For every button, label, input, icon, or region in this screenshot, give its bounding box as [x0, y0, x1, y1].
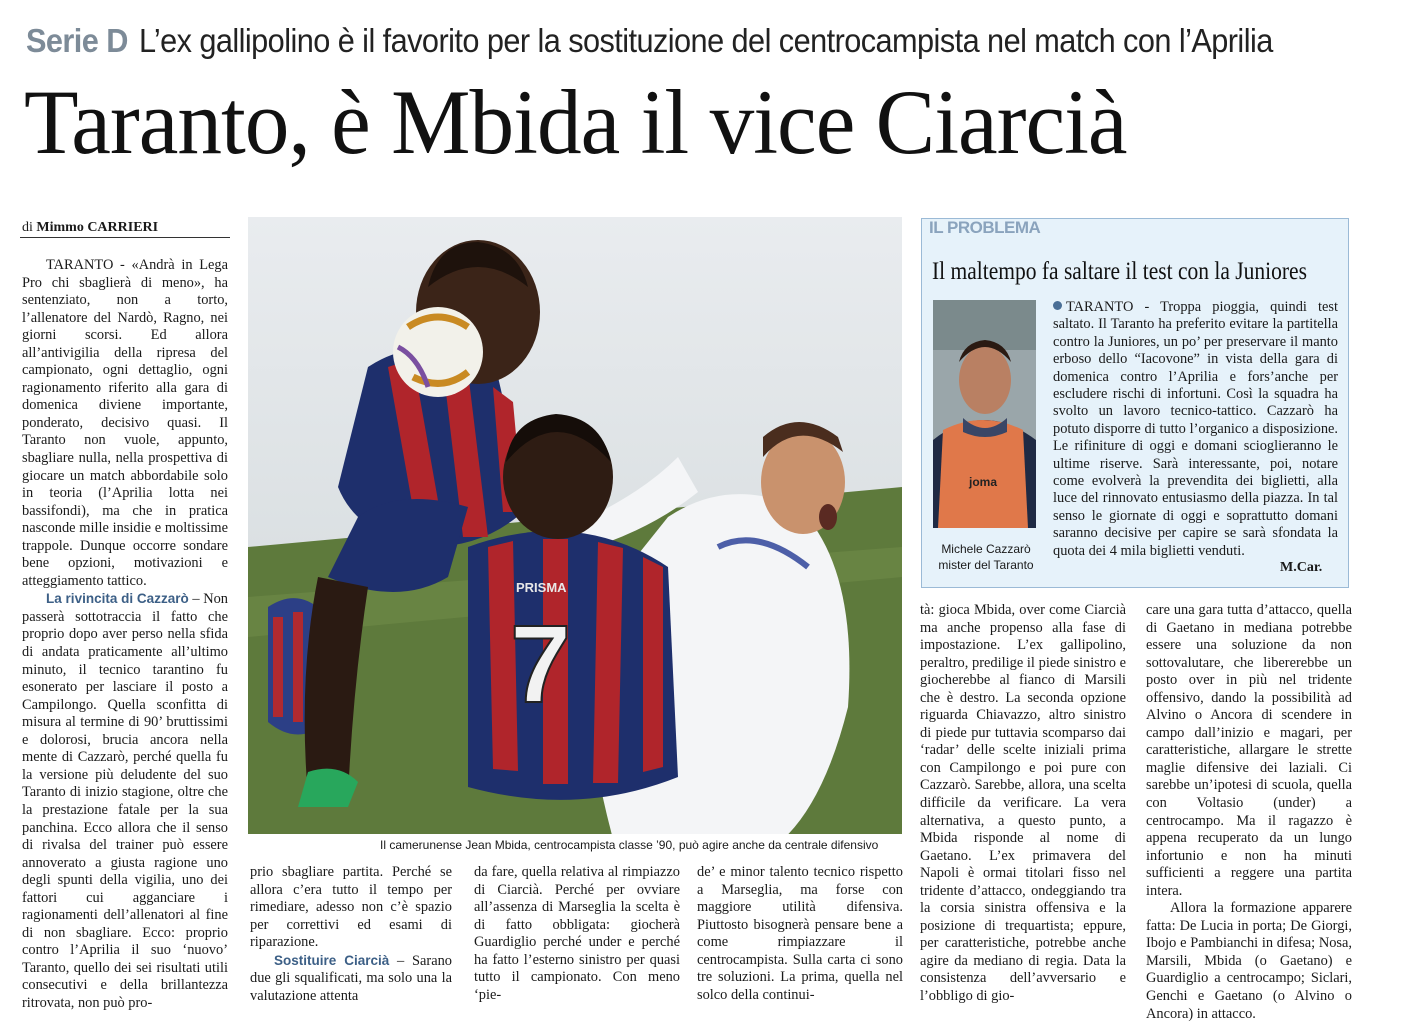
coach-photo-image: [933, 300, 1036, 528]
coach-photo: [933, 300, 1036, 528]
byline-author: Mimmo CARRIERI: [36, 220, 159, 235]
kicker: [26, 22, 1273, 60]
sidebar-text: [1053, 299, 1338, 560]
match-photo-image: [248, 217, 902, 834]
bullet-icon: [1053, 301, 1062, 310]
subheading-rivincita: La rivincita di Cazzarò: [46, 591, 189, 607]
section-tag: Serie D: [26, 22, 128, 59]
article-column-5: [920, 602, 1126, 1006]
jersey-sponsor: PRISMA: [516, 580, 567, 595]
article-paragraph: da fare, quella relativa al rimpiazzo di Ciarcià. Perché per ovviare all’assenza di Marseglia la scelta è di fatto obbligata: giocherà Guardiglio perché under e perché ha fatto l’esterno sinistro per quasi tutto il campionato. Con meno ‘pie-: [474, 864, 680, 1003]
sidebar-title: Il maltempo fa saltare il test con la Juniores: [932, 258, 1307, 285]
coach-name: Michele Cazzarò: [941, 542, 1031, 556]
article-paragraph: TARANTO - «Andrà in Lega Pro chi sbaglierà di meno», ha sentenziato, non a torto, l’allenatore del Nardò, Ragno, nei giorni scorsi. Ed allora all’antivigilia della ripresa del campionato, ogni dettaglio, ogni ragionamento riferito alla gara di domenica diviene importante, ponderato, decisivo quasi. Il Taranto non vuole, appunto, sbagliare nulla, nella prospettiva di giocare un match abbordabile solo in teoria (l’Aprilia lotta nei bassifondi), ma che in pratica nasconde mille insidie e moltissime trappole. Dunque occorre sondare bene opzioni, motivazioni e atteggiamento tattico.: [22, 257, 228, 589]
coach-photo-caption: [930, 541, 1042, 573]
article-paragraph: prio sbagliare partita. Perché se allora c’era tutto il tempo per rimediare, adesso non c’è spazio per correttivi ed esami di riparazione.: [250, 864, 452, 951]
article-paragraph: tà: gioca Mbida, over come Ciarcià ma anche propenso alla fase di impostazione. L’ex gallipolino, peraltro, predilige il piede sinistro e giocherebbe al fianco di Marsili che è destro. La seconda opzione riguarda Chiavazzo, altro sinistro di piede pur tuttavia scomparso dai ‘radar’ delle scelte iniziali prima con Campilongo e poi pure con Cazzarò. Sarebbe, allora, una scelta difficile da verificare. La vera alternativa, a questo punto, a Mbida risponde al nome di Gaetano. L’ex primavera del Napoli è ormai titolari fisso nel tridente d’attacco, ondeggiando tra la corsia sinistra offensiva e la posizione di trequartista; eppure, per caratteristiche, potrebbe anche agire da mediano di regia. Data la consistenza dell’avversario e l’obbligo di gio-: [920, 602, 1126, 1005]
article-column-3: [474, 864, 680, 1004]
article-paragraph: de’ e minor talento tecnico rispetto a Marseglia, ma forse con maggiore utilità difensiva. Piuttosto bisognerà pensare bene a come rimpiazzare il centrocampista. Sulla carta ci sono tre soluzioni. La prima, quella nel solco della continui-: [697, 864, 903, 1003]
byline: [22, 220, 158, 236]
photo-caption: Il camerunense Jean Mbida, centrocampista classe ’90, può agire anche da centrale difensivo: [380, 838, 879, 852]
article-paragraph: – Sarano due gli squalificati, ma solo una la valutazione attenta: [250, 952, 452, 1004]
article-paragraph: care una gara tutta d’attacco, quella di Gaetano in mediana potrebbe essere una soluzione da non sottovalutare, che libererebbe un posto over in più nel tridente offensivo, dando la possibilità ad Alvino o Ancora di scendere in campo dall’inizio e magari, per caratteristiche, allargare le strette maglie difensive dei laziali. Ci sarebbe un’ipotesi di scuola, quella con Voltasio (under) a centrocampo. Ma il ragazzo è appena recuperato da un lungo infortunio e non ha minuti sufficienti a reggere una partita intera.: [1146, 602, 1352, 899]
jersey-number: 7: [510, 603, 572, 726]
byline-divider: [20, 237, 230, 238]
article-column-1: [22, 257, 228, 1013]
vest-logo: joma: [969, 475, 998, 489]
sidebar-paragraph: TARANTO - Troppa pioggia, quindi test saltato. Il Taranto ha preferito evitare la partitella contro la Juniores, un po’ per preservare il manto erboso dello “Iacovone” in vista della gara di domenica contro l’Aprilia e fors’anche per escludere rischi di infortuni. Così la squadra ha svolto un lavoro tecnico-tattico. Cazzarò ha potuto disporre di tutto l’organico a disposizione. Le rifiniture di oggi e domani scioglieranno le ultime riserve. Sarà interessante, poi, notare come evolverà la prevendita dei biglietti, alla luce del rinnovato entusiasmo della piazza. In tal senso le giornate di oggi e soprattutto domani saranno decisive per capire se sarà sfondata la quota dei 4 mila biglietti venduti.: [1053, 299, 1338, 559]
article-column-2: [250, 864, 452, 1005]
article-column-6: [1146, 602, 1352, 1023]
headline: Taranto, è Mbida il vice Ciarcià: [24, 71, 1127, 173]
subheading-sostituire: Sostituire Ciarcià: [274, 952, 390, 968]
article-column-4: [697, 864, 903, 1004]
article-paragraph: – Non passerà sottotraccia il fatto che proprio dopo aver perso nella sfida di andata praticamente all’ultimo minuto, il tecnico tarantino fu esonerato per lasciare il posto a Campilongo. Quella sconfitta di misura al termine di 90’ bruttissimi e dolorosi, brucia ancora nella mente di Cazzarò, perché quella fu la versione più deludente del suo Taranto di inizio stagione, oltre che la prestazione fatale per la sua panchina. Ecco allora che il senso di rivalsa del trainer può essere annoverato a giusta ragione uno degli spunti della vigilia, uno dei fattori cui agganciare i ragionamenti dell’allenatori al fine di non sbagliare. Ecco: proprio contro l’Aprilia il suo ‘nuovo’ Taranto, quello dei sei risultati utili consecutivi e della brillantezza ritrovata, non può pro-: [22, 591, 228, 1011]
article-paragraph: Allora la formazione apparere fatta: De Lucia in porta; De Giorgi, Ibojo e Pambianchi in difesa; Nosa, Marsili, Mbida (o Gaetano) e Guardiglio a centrocampo; Siclari, Genchi e Gaetano (o Alvino o Ancora) in attacco.: [1146, 900, 1352, 1022]
coach-role: mister del Taranto: [938, 558, 1034, 572]
sidebar-signature: M.Car.: [1280, 560, 1323, 575]
byline-prefix: di: [22, 220, 33, 235]
kicker-text: L’ex gallipolino è il favorito per la sostituzione del centrocampista nel match con l’Aprilia: [139, 22, 1273, 59]
sidebar-tag: IL PROBLEMA: [929, 218, 1041, 237]
match-photo: [248, 217, 902, 834]
